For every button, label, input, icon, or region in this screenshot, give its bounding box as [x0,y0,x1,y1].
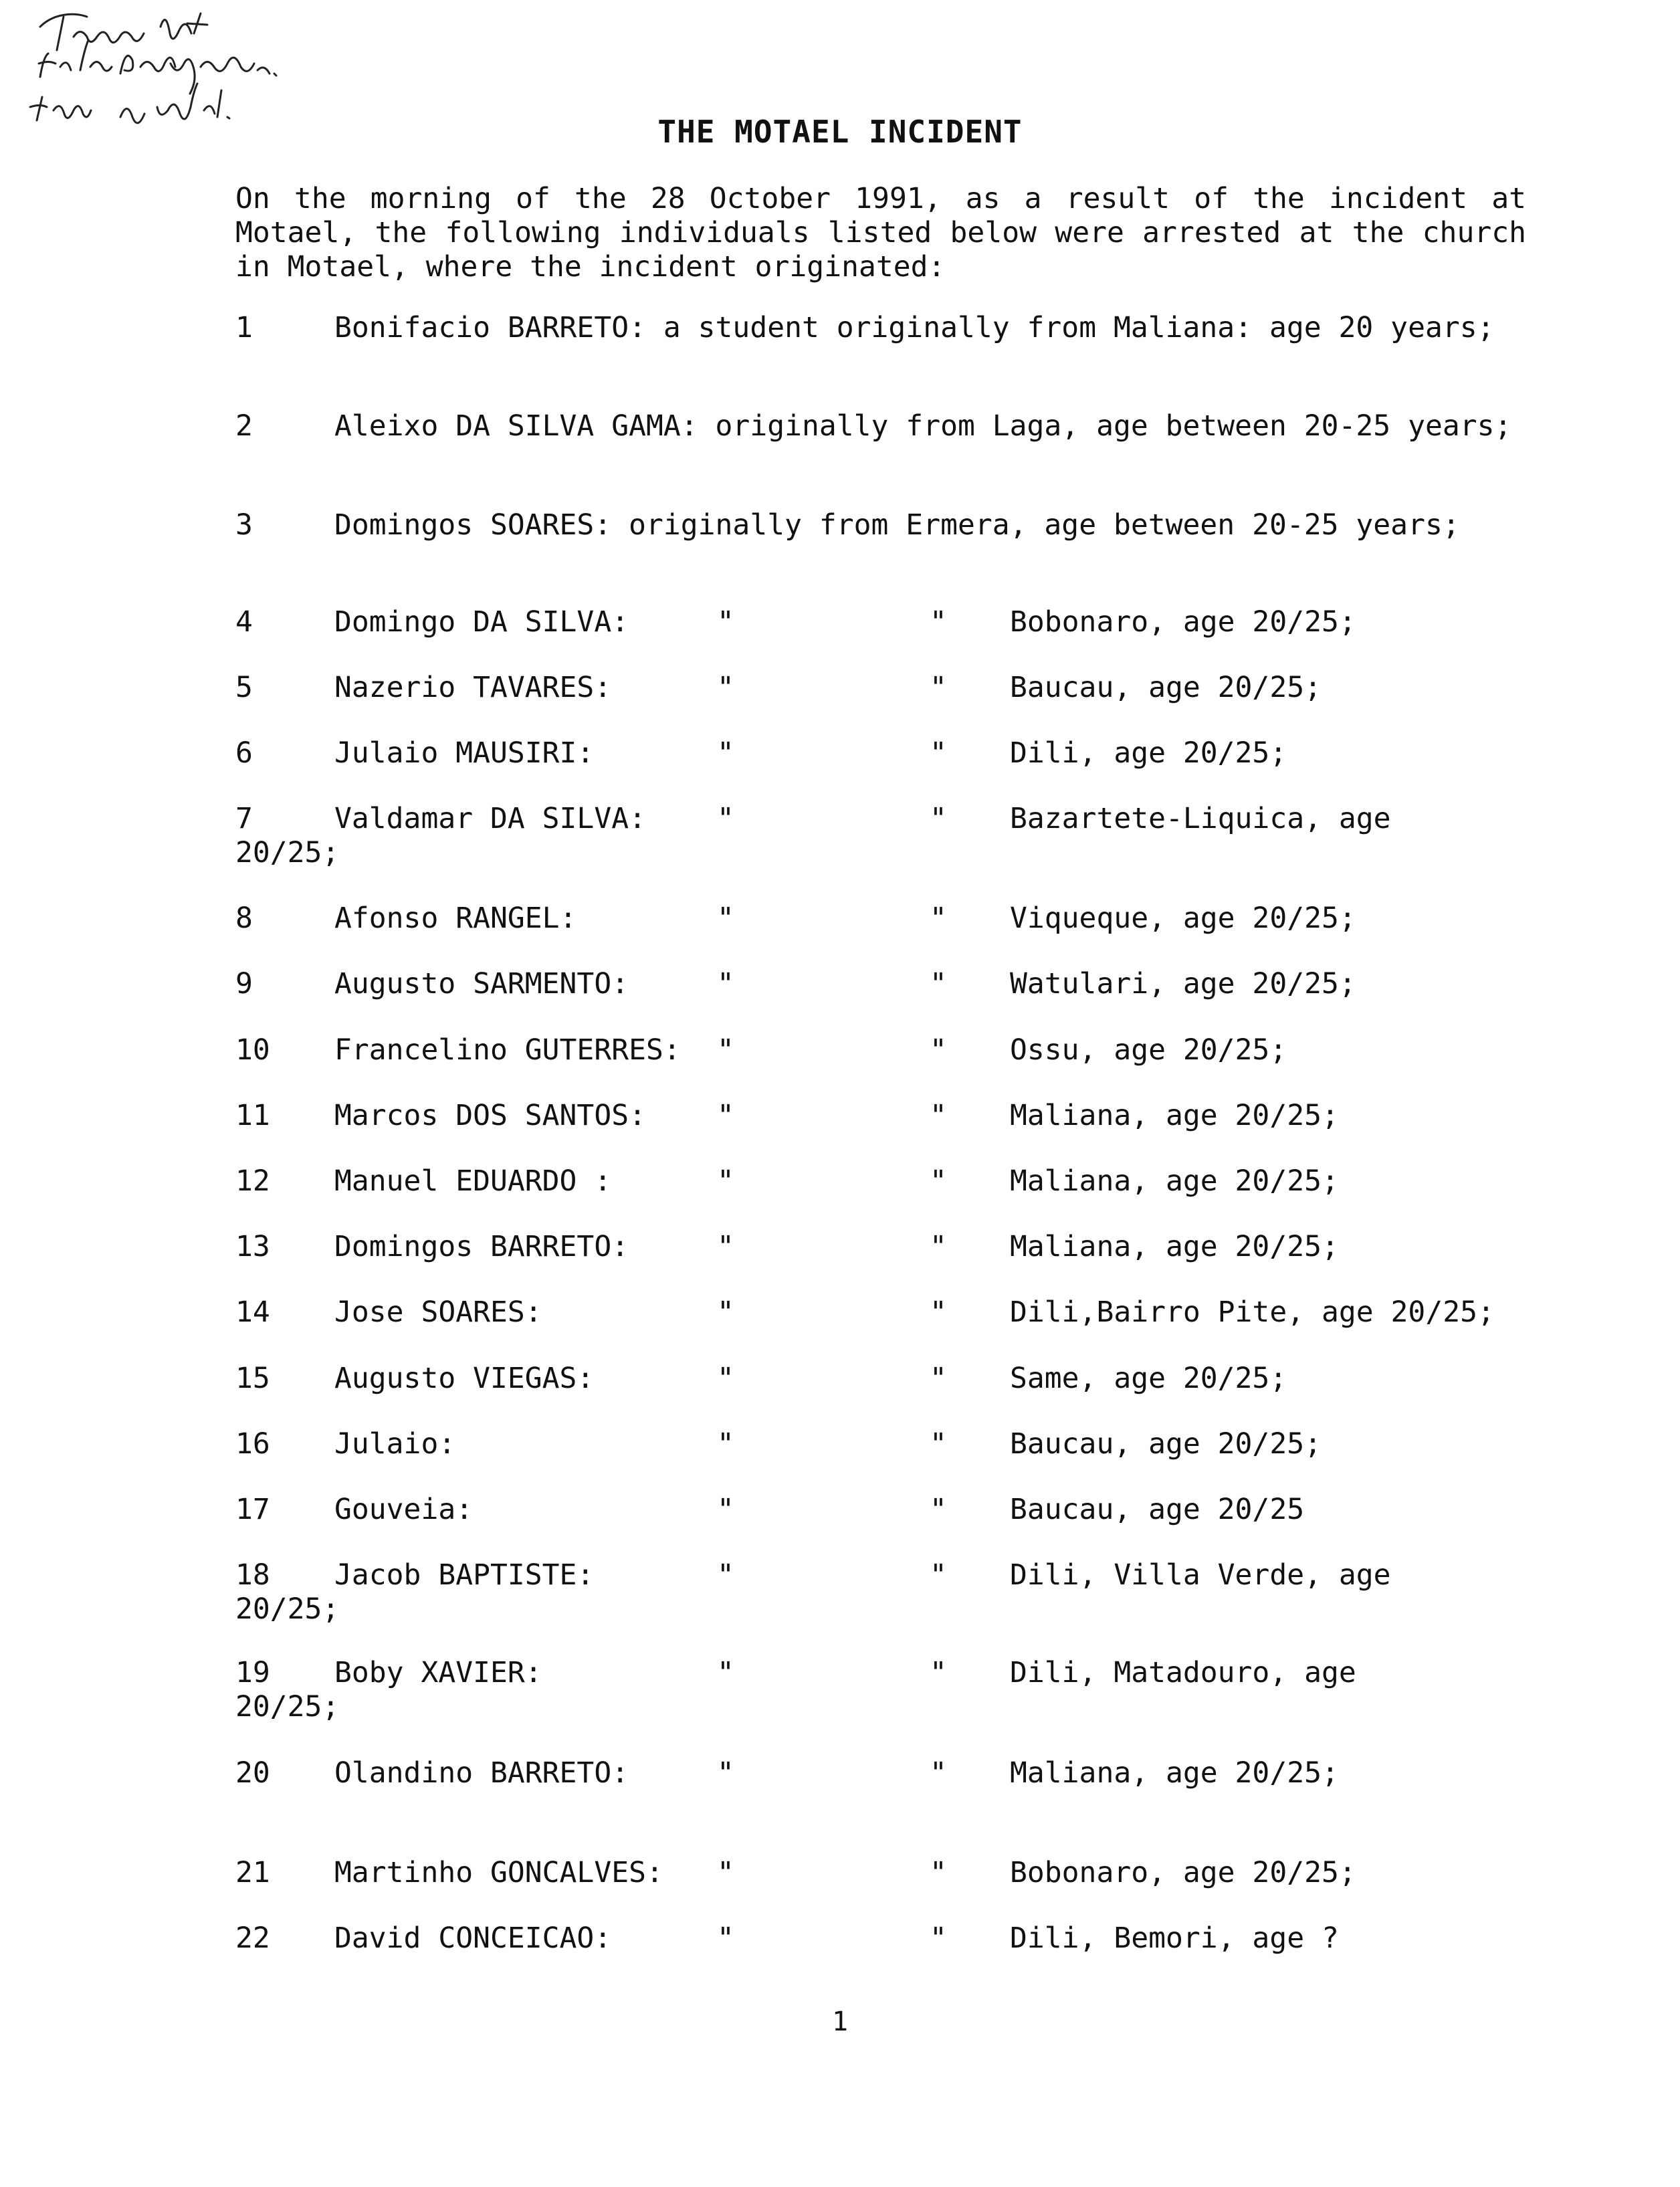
ditto-mark: " [930,1033,947,1067]
person-name: Manuel EDUARDO : [334,1164,612,1198]
item-number: 20 [235,1756,270,1790]
place-and-age: Maliana, age 20/25; [1010,1099,1339,1132]
person-name: Valdamar DA SILVA: [334,802,646,835]
person-name: Domingo DA SILVA: [334,605,629,639]
list-item [235,1656,1526,1724]
ditto-mark: " [717,1362,734,1395]
item-number: 19 [235,1656,270,1689]
ditto-mark: " [930,1656,947,1689]
ditto-mark: " [717,1493,734,1526]
person-name: Julaio MAUSIRI: [334,736,595,770]
ditto-mark: " [930,967,947,1001]
item-number: 12 [235,1164,270,1198]
list-item [235,1493,1526,1527]
list-item [235,605,1526,639]
item-number: 22 [235,1921,270,1955]
ditto-mark: " [930,1295,947,1329]
list-item [235,311,1526,379]
ditto-mark: " [930,802,947,835]
item-number: 10 [235,1033,270,1067]
ditto-mark: " [717,1558,734,1592]
item-number: 11 [235,1099,270,1132]
item-number: 4 [235,605,253,639]
ditto-mark: " [717,1427,734,1461]
place-and-age: Dili, Matadouro, age [1010,1656,1356,1689]
ditto-mark: " [717,1033,734,1067]
list-item [235,1099,1526,1133]
person-name: Francelino GUTERRES: [334,1033,681,1067]
list-item [235,1362,1526,1396]
ditto-mark: " [717,1756,734,1790]
ditto-mark: " [930,1558,947,1592]
ditto-mark: " [930,1921,947,1955]
ditto-mark: " [717,1295,734,1329]
page-number: 1 [831,2006,849,2037]
person-name: Martinho GONCALVES: [334,1856,663,1889]
person-name: Nazerio TAVARES: [334,671,612,704]
ditto-mark: " [930,1427,947,1461]
list-item [235,1427,1526,1461]
person-name: David CONCEICAO: [334,1921,612,1955]
ditto-mark: " [930,1230,947,1263]
ditto-mark: " [717,1164,734,1198]
list-item [235,409,1526,478]
place-and-age: Baucau, age 20/25; [1010,1427,1322,1461]
place-and-age: Dili,Bairro Pite, age 20/25; [1010,1295,1495,1329]
place-and-age: Same, age 20/25; [1010,1362,1287,1395]
ditto-mark: " [930,1164,947,1198]
place-and-age: Baucau, age 20/25 [1010,1493,1305,1526]
list-item [235,1230,1526,1264]
item-number: 16 [235,1427,270,1461]
place-and-age: Ossu, age 20/25; [1010,1033,1287,1067]
person-name: Domingos BARRETO: [334,1230,629,1263]
person-name: Augusto VIEGAS: [334,1362,595,1395]
ditto-mark: " [930,1493,947,1526]
place-and-age: Bazartete-Liquica, age [1010,802,1391,835]
ditto-mark: " [717,802,734,835]
list-item [235,1921,1526,1956]
person-name: Marcos DOS SANTOS: [334,1099,646,1132]
ditto-mark: " [717,1856,734,1889]
ditto-mark: " [930,1856,947,1889]
item-number: 1 [235,311,253,344]
item-number: 8 [235,902,253,935]
place-and-age: Viqueque, age 20/25; [1010,902,1356,935]
item-text: Aleixo DA SILVA GAMA: originally from Laga, age between 20-25 years; [334,409,1512,443]
ditto-mark: " [930,736,947,770]
place-and-age: Dili, age 20/25; [1010,736,1287,770]
ditto-mark: " [930,1362,947,1395]
item-number: 6 [235,736,253,770]
item-number: 9 [235,967,253,1001]
list-item [235,967,1526,1001]
person-name: Julaio: [334,1427,456,1461]
ditto-mark: " [930,671,947,704]
list-item [235,1856,1526,1890]
item-number: 21 [235,1856,270,1889]
item-number: 18 [235,1558,270,1592]
place-and-age: Dili, Villa Verde, age [1010,1558,1391,1592]
ditto-mark: " [717,736,734,770]
continuation-text: 20/25; [235,1592,340,1626]
ditto-mark: " [717,967,734,1001]
item-number: 17 [235,1493,270,1526]
item-number: 7 [235,802,253,835]
item-number: 13 [235,1230,270,1263]
continuation-text: 20/25; [235,836,340,869]
item-text: Bonifacio BARRETO: a student originally from Maliana: age 20 years; [334,311,1495,344]
person-name: Jose SOARES: [334,1295,542,1329]
ditto-mark: " [717,605,734,639]
list-item [235,1164,1526,1199]
ditto-mark: " [717,671,734,704]
ditto-mark: " [930,1756,947,1790]
ditto-mark: " [717,902,734,935]
ditto-mark: " [717,1921,734,1955]
place-and-age: Bobonaro, age 20/25; [1010,1856,1356,1889]
continuation-text: 20/25; [235,1690,340,1724]
ditto-mark: " [930,605,947,639]
item-number: 15 [235,1362,270,1395]
item-text: Domingos SOARES: originally from Ermera, age between 20-25 years; [334,508,1460,542]
list-item [235,1756,1526,1790]
list-item [235,902,1526,936]
list-item [235,508,1526,577]
intro-paragraph: On the morning of the 28 October 1991, as a result of the incident at Motael, the following individuals listed below were arrested at the church in Motael, where the incident originated: [235,182,1526,284]
page-title: THE MOTAEL INCIDENT [657,114,1023,150]
list-item [235,802,1526,870]
person-name: Jacob BAPTISTE: [334,1558,595,1592]
person-name: Boby XAVIER: [334,1656,542,1689]
person-name: Gouveia: [334,1493,474,1526]
place-and-age: Baucau, age 20/25; [1010,671,1322,704]
list-item [235,671,1526,705]
person-name: Olandino BARRETO: [334,1756,629,1790]
person-name: Afonso RANGEL: [334,902,577,935]
place-and-age: Watulari, age 20/25; [1010,967,1356,1001]
item-number: 3 [235,508,253,542]
place-and-age: Bobonaro, age 20/25; [1010,605,1356,639]
ditto-mark: " [717,1099,734,1132]
list-item [235,1558,1526,1627]
ditto-mark: " [717,1230,734,1263]
place-and-age: Dili, Bemori, age ? [1010,1921,1339,1955]
item-number: 5 [235,671,253,704]
ditto-mark: " [930,902,947,935]
ditto-mark: " [930,1099,947,1132]
item-number: 2 [235,409,253,443]
ditto-mark: " [717,1656,734,1689]
list-item [235,736,1526,770]
item-number: 14 [235,1295,270,1329]
list-item [235,1295,1526,1330]
person-name: Augusto SARMENTO: [334,967,629,1001]
place-and-age: Maliana, age 20/25; [1010,1230,1339,1263]
place-and-age: Maliana, age 20/25; [1010,1756,1339,1790]
list-item [235,1033,1526,1067]
place-and-age: Maliana, age 20/25; [1010,1164,1339,1198]
